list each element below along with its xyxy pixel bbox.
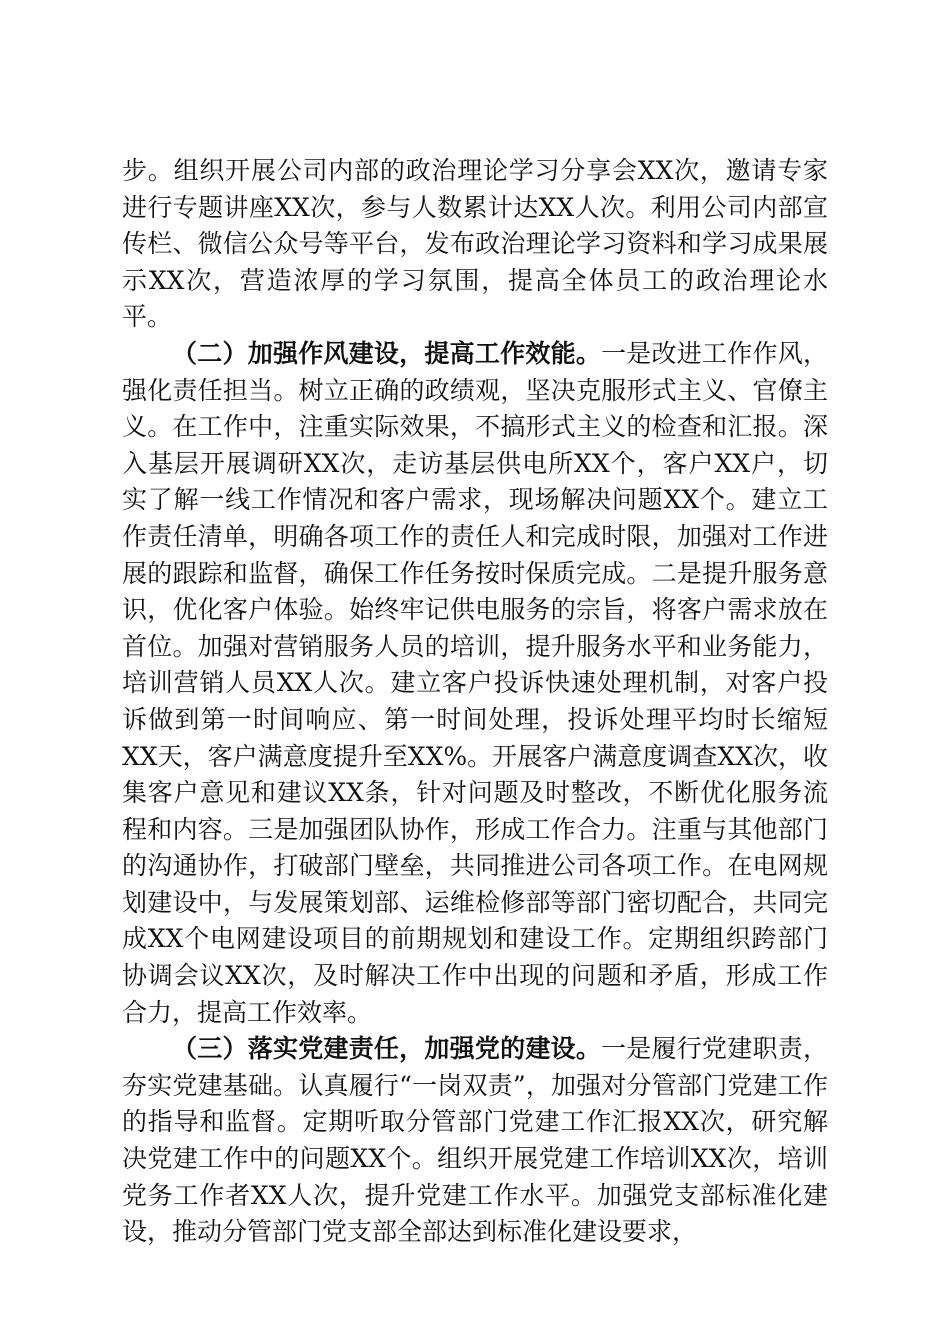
- paragraph-lead: （二）加强作风建设，提高工作效能。: [172, 338, 602, 368]
- paragraph-work-style: [122, 336, 828, 1031]
- paragraph-party-building: [122, 1031, 828, 1251]
- paragraph-body: 步。组织开展公司内部的政治理论学习分享会XX次，邀请专家进行专题讲座XX次，参与人数累计达XX人次。利用公司内部宣传栏、微信公众号等平台，发布政治理论学习资料和学习成果展示XX次，营造浓厚的学习氛围，提高全体员工的政治理论水平。: [122, 156, 828, 332]
- paragraph-lead: （三）落实党建责任，加强党的建设。: [172, 1034, 602, 1064]
- paragraph-political-study: [122, 153, 828, 336]
- paragraph-body: 一是履行党建职责，夯实党建基础。认真履行“一岗双责”，加强对分管部门党建工作的指导和监督。定期听取分管部门党建工作汇报XX次，研究解决党建工作中的问题XX个。组织开展党建工作培训XX次，培训党务工作者XX人次，提升党建工作水平。加强党支部标准化建设，推动分管部门党支部全部达到标准化建设要求，: [122, 1034, 828, 1247]
- document-page: [122, 153, 828, 1251]
- paragraph-body: 一是改进工作作风，强化责任担当。树立正确的政绩观，坚决克服形式主义、官僚主义。在工作中，注重实际效果，不搞形式主义的检查和汇报。深入基层开展调研XX次，走访基层供电所XX个，客户XX户，切实了解一线工作情况和客户需求，现场解决问题XX个。建立工作责任清单，明确各项工作的责任人和完成时限，加强对工作进展的跟踪和监督，确保工作任务按时保质完成。二是提升服务意识，优化客户体验。始终牢记供电服务的宗旨，将客户需求放在首位。加强对营销服务人员的培训，提升服务水平和业务能力，培训营销人员XX人次。建立客户投诉快速处理机制，对客户投诉做到第一时间响应、第一时间处理，投诉处理平均时长缩短XX天，客户满意度提升至XX%。开展客户满意度调查XX次，收集客户意见和建议XX条，针对问题及时整改，不断优化服务流程和内容。三是加强团队协作，形成工作合力。注重与其他部门的沟通协作，打破部门壁垒，共同推进公司各项工作。在电网规划建设中，与发展策划部、运维检修部等部门密切配合，共同完成XX个电网建设项目的前期规划和建设工作。定期组织跨部门协调会议XX次，及时解决工作中出现的问题和矛盾，形成工作合力，提高工作效率。: [122, 338, 828, 1027]
